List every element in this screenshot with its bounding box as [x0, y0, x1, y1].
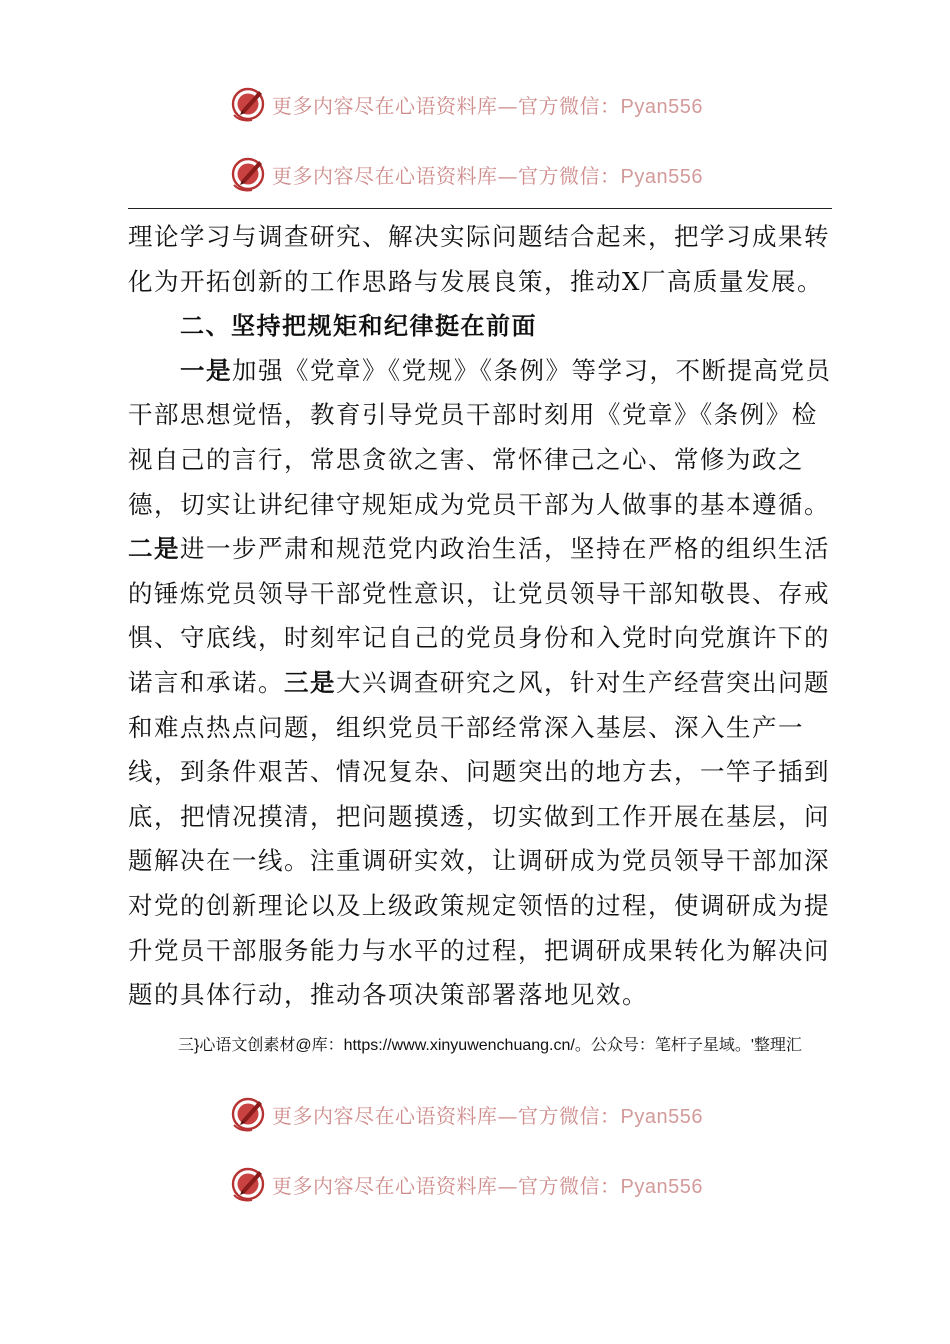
- pen-logo-icon: [228, 1094, 268, 1134]
- point-1-label: 一是: [180, 355, 232, 385]
- watermark-text: 更多内容尽在心语资料库—官方微信：Pyan556: [272, 163, 703, 188]
- point-2-text: 进一步严肃和规范党内政治生活，坚持在严格的组织生活的锤炼党员领导干部党性意识，让党员领导干部知敬畏、存戒惧、守底线，时刻牢记自己的党员身份和入党时向党旗许下的诺言和承诺。: [128, 534, 830, 697]
- document-body: [128, 215, 840, 1018]
- pen-logo-icon: [228, 154, 268, 194]
- point-3-label: 三是: [284, 667, 336, 697]
- intro-paragraph: 理论学习与调查研究、解决实际问题结合起来，把学习成果转化为开拓创新的工作思路与发展良策，推动X厂高质量发展。: [128, 222, 830, 296]
- watermark-banner: [228, 1162, 703, 1206]
- watermark-banner: [228, 1092, 703, 1136]
- watermark-text: 更多内容尽在心语资料库—官方微信：Pyan556: [272, 1173, 703, 1198]
- pen-logo-icon: [228, 84, 268, 124]
- point-1-text: 加强《党章》《党规》《条例》等学习，不断提高党员干部思想觉悟，教育引导党员干部时刻用《党章》《条例》检视自己的言行，常思贪欲之害、常怀律己之心、常修为政之德，切实让讲纪律守规矩成为党员干部为人做事的基本遵循。: [128, 355, 832, 519]
- watermark-text: 更多内容尽在心语资料库—官方微信：Pyan556: [272, 1103, 703, 1128]
- pen-logo-icon: [228, 1164, 268, 1204]
- source-line: 三}心语文创素材@库：https://www.xinyuwenchuang.cn/。公众号：笔杆子星域。'整理汇: [178, 1037, 802, 1054]
- watermark-text: 更多内容尽在心语资料库—官方微信：Pyan556: [272, 93, 703, 118]
- points-paragraph: [128, 349, 840, 1018]
- watermark-banner: [228, 82, 703, 126]
- point-3-text: 大兴调查研究之风，针对生产经营突出问题和难点热点问题，组织党员干部经常深入基层、深入生产一线，到条件艰苦、情况复杂、问题突出的地方去，一竿子插到底，把情况摸清，把问题摸透，切实做到工作开展在基层，问题解决在一线。注重调研实效，让调研成为党员领导干部加深对党的创新理论以及上级政策规定领悟的过程，使调研成为提升党员干部服务能力与水平的过程，把调研成果转化为解决问题的具体行动，推动各项决策部署落地见效。: [128, 667, 830, 1010]
- section-heading: 二、坚持把规矩和纪律挺在前面: [180, 312, 537, 341]
- point-2-label: 二是: [128, 534, 180, 564]
- watermark-banner: [228, 152, 703, 196]
- header-rule: [128, 208, 832, 209]
